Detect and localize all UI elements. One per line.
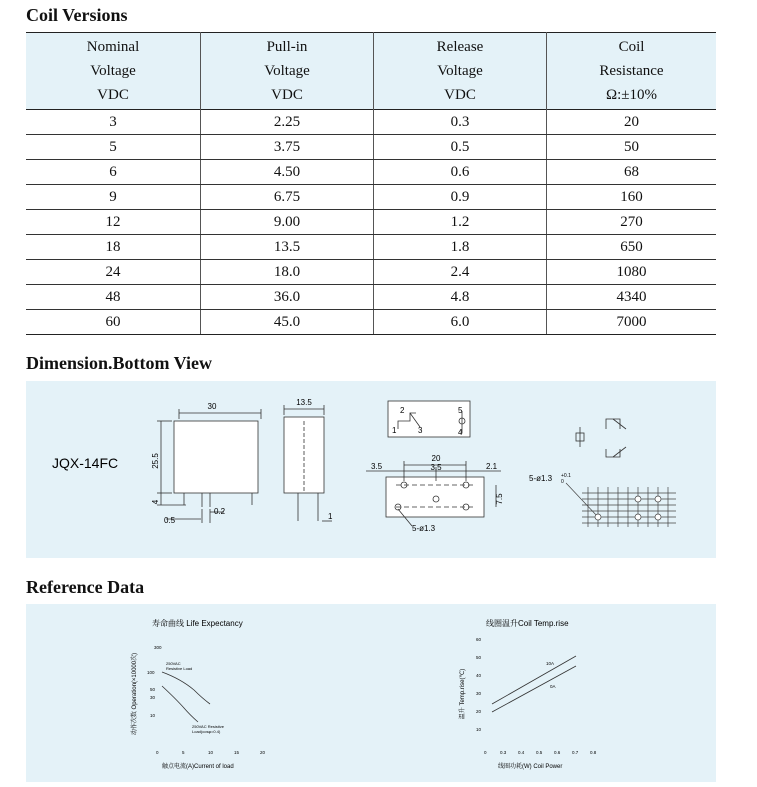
temp-ytick-20: 20 [476, 709, 482, 714]
pcb-hole-label: 5-ø1.3 [529, 474, 553, 483]
header-coil-resistance [547, 33, 717, 110]
table-cell: 0.6 [374, 160, 547, 185]
pcb-grid [566, 483, 676, 527]
table-cell: 50 [547, 135, 717, 160]
dim-hole-label: 5-ø1.3 [412, 524, 436, 533]
table-cell: 12 [26, 210, 201, 235]
temp-xtick-0.8: 0.8 [590, 750, 597, 755]
table-row [26, 260, 716, 285]
table-cell: 60 [26, 310, 201, 335]
table-cell: 650 [547, 235, 717, 260]
dim-pin-gap-label: 0.5 [164, 516, 176, 525]
life-ytick-300: 300 [154, 645, 162, 650]
side-view-drawing [157, 409, 261, 523]
temp-xtick-0.4: 0.4 [518, 750, 525, 755]
table-cell: 18.0 [201, 260, 374, 285]
temp-ytick-30: 30 [476, 691, 482, 696]
pin-3-label: 3 [418, 426, 423, 435]
dimension-title: Dimension.Bottom View [26, 353, 212, 373]
header-line: Voltage [264, 63, 310, 79]
model-label: JQX-14FC [52, 455, 119, 471]
life-chart-title: 寿命曲线 Life Expectancy [152, 619, 243, 628]
header-line: Voltage [90, 63, 136, 79]
table-cell: 3 [26, 110, 201, 135]
pin-1-label: 1 [392, 426, 397, 435]
table-row [26, 310, 716, 335]
header-line: Release [436, 39, 484, 55]
life-curve-resistive [162, 672, 210, 704]
table-cell: 4.50 [201, 160, 374, 185]
temp-xtick-0.3: 0.3 [500, 750, 507, 755]
reference-title: Reference Data [26, 577, 145, 597]
dim-height-label: 25.5 [151, 453, 160, 469]
header-line: Resistance [599, 63, 664, 79]
dim-pitch-label: 3.5 [430, 463, 442, 472]
table-cell: 4340 [547, 285, 717, 310]
header-line: Coil [618, 39, 645, 55]
circuit-symbol [576, 419, 626, 457]
dim-right-label: 2.1 [486, 462, 498, 471]
table-cell: 1.2 [374, 210, 547, 235]
table-row [26, 210, 716, 235]
life-annot2-line2: Load(cosφ=0.4) [192, 729, 221, 734]
table-cell: 5 [26, 135, 201, 160]
table-cell: 2.25 [201, 110, 374, 135]
life-chart-ylabel: 动作次数 Operation(×10000次) [132, 652, 138, 736]
header-line: Nominal [86, 39, 140, 55]
table-cell: 18 [26, 235, 201, 260]
dim-width-label: 30 [207, 402, 217, 411]
table-cell: 0.5 [374, 135, 547, 160]
table-cell: 36.0 [201, 285, 374, 310]
table-cell: 68 [547, 160, 717, 185]
life-ytick-100: 100 [147, 670, 155, 675]
life-xtick-20: 20 [260, 750, 266, 755]
life-xtick-10: 10 [208, 750, 214, 755]
temp-line-10a [492, 656, 576, 704]
table-cell: 6.75 [201, 185, 374, 210]
header-release-voltage [374, 33, 547, 110]
life-xtick-15: 15 [234, 750, 240, 755]
dim-pin-w-label: 0.2 [214, 507, 226, 516]
life-curve-inductive [162, 686, 198, 722]
table-cell: 9.00 [201, 210, 374, 235]
pcb-hole-tol-zero: 0 [561, 479, 564, 485]
temp-line-0a [492, 666, 576, 712]
table-cell: 9 [26, 185, 201, 210]
table-row [26, 285, 716, 310]
life-chart-xlabel: 触点电流(A)Current of load [162, 764, 234, 770]
dim-depth-label: 13.5 [296, 398, 312, 407]
dimension-panel [26, 381, 716, 558]
table-header-row [26, 33, 716, 110]
life-ytick-50: 50 [150, 687, 156, 692]
table-cell: 1.8 [374, 235, 547, 260]
life-xtick-5: 5 [182, 750, 185, 755]
life-annot1-line2: Resistive Load [166, 666, 193, 671]
table-cell: 4.8 [374, 285, 547, 310]
pin-4-label: 4 [458, 428, 463, 437]
temp-xtick-0: 0 [484, 750, 487, 755]
table-cell: 45.0 [201, 310, 374, 335]
table-row [26, 110, 716, 135]
table-row [26, 185, 716, 210]
temp-chart-title: 线圈温升Coil Temp.rise [486, 619, 569, 628]
dim-row-label: 7.5 [495, 493, 504, 505]
coil-versions-title: Coil Versions [26, 5, 128, 25]
end-view-drawing [284, 405, 332, 521]
temp-ytick-40: 40 [476, 673, 482, 678]
table-cell: 13.5 [201, 235, 374, 260]
table-cell: 3.75 [201, 135, 374, 160]
temp-series-10a: 10A [546, 661, 555, 666]
table-row [26, 135, 716, 160]
table-cell: 24 [26, 260, 201, 285]
life-annot2-line1: 250VAC Resistive [192, 724, 224, 729]
dimension-drawing [26, 381, 716, 558]
reference-panel [26, 604, 716, 782]
header-line: VDC [97, 87, 129, 103]
dim-span-label: 20 [431, 454, 441, 463]
table-cell: 6.0 [374, 310, 547, 335]
table-cell: 20 [547, 110, 717, 135]
header-line: Pull-in [266, 39, 308, 55]
table-cell: 2.4 [374, 260, 547, 285]
temp-ytick-50: 50 [476, 655, 482, 660]
dim-pin-len-label: 4 [151, 499, 160, 505]
temp-xtick-0.5: 0.5 [536, 750, 543, 755]
header-line: VDC [271, 87, 303, 103]
table-cell: 160 [547, 185, 717, 210]
table-cell: 0.9 [374, 185, 547, 210]
table-cell: 7000 [547, 310, 717, 335]
life-annot1-line1: 250VAC [166, 661, 181, 666]
table-cell: 270 [547, 210, 717, 235]
life-xtick-0: 0 [156, 750, 159, 755]
pin-5-label: 5 [458, 406, 463, 415]
dim-pin-label: 1 [328, 512, 333, 521]
temp-series-0a: 0A [550, 684, 556, 689]
header-line: Ω:±10% [605, 87, 658, 103]
dim-left-label: 3.5 [371, 462, 383, 471]
table-row [26, 160, 716, 185]
table-row [26, 235, 716, 260]
temp-xtick-0.6: 0.6 [554, 750, 561, 755]
temp-ytick-10: 10 [476, 727, 482, 732]
table-cell: 48 [26, 285, 201, 310]
temp-ytick-60: 60 [476, 637, 482, 642]
header-nominal-voltage [26, 33, 201, 110]
pcb-hole-tol-plus: +0.1 [561, 473, 571, 479]
header-line: Voltage [437, 63, 483, 79]
table-cell: 1080 [547, 260, 717, 285]
temp-chart-xlabel: 线圈功耗(W) Coil Power [498, 764, 563, 770]
header-pull-in-voltage [201, 33, 374, 110]
table-cell: 0.3 [374, 110, 547, 135]
table-cell: 6 [26, 160, 201, 185]
header-line: VDC [444, 87, 476, 103]
pin-2-label: 2 [400, 406, 405, 415]
life-ytick-10: 10 [150, 713, 156, 718]
coil-versions-table [26, 32, 716, 335]
life-ytick-30: 30 [150, 695, 156, 700]
temp-xtick-0.7: 0.7 [572, 750, 579, 755]
temp-chart-ylabel: 温升 Temp.rise(℃) [460, 668, 466, 720]
reference-charts [26, 604, 716, 782]
